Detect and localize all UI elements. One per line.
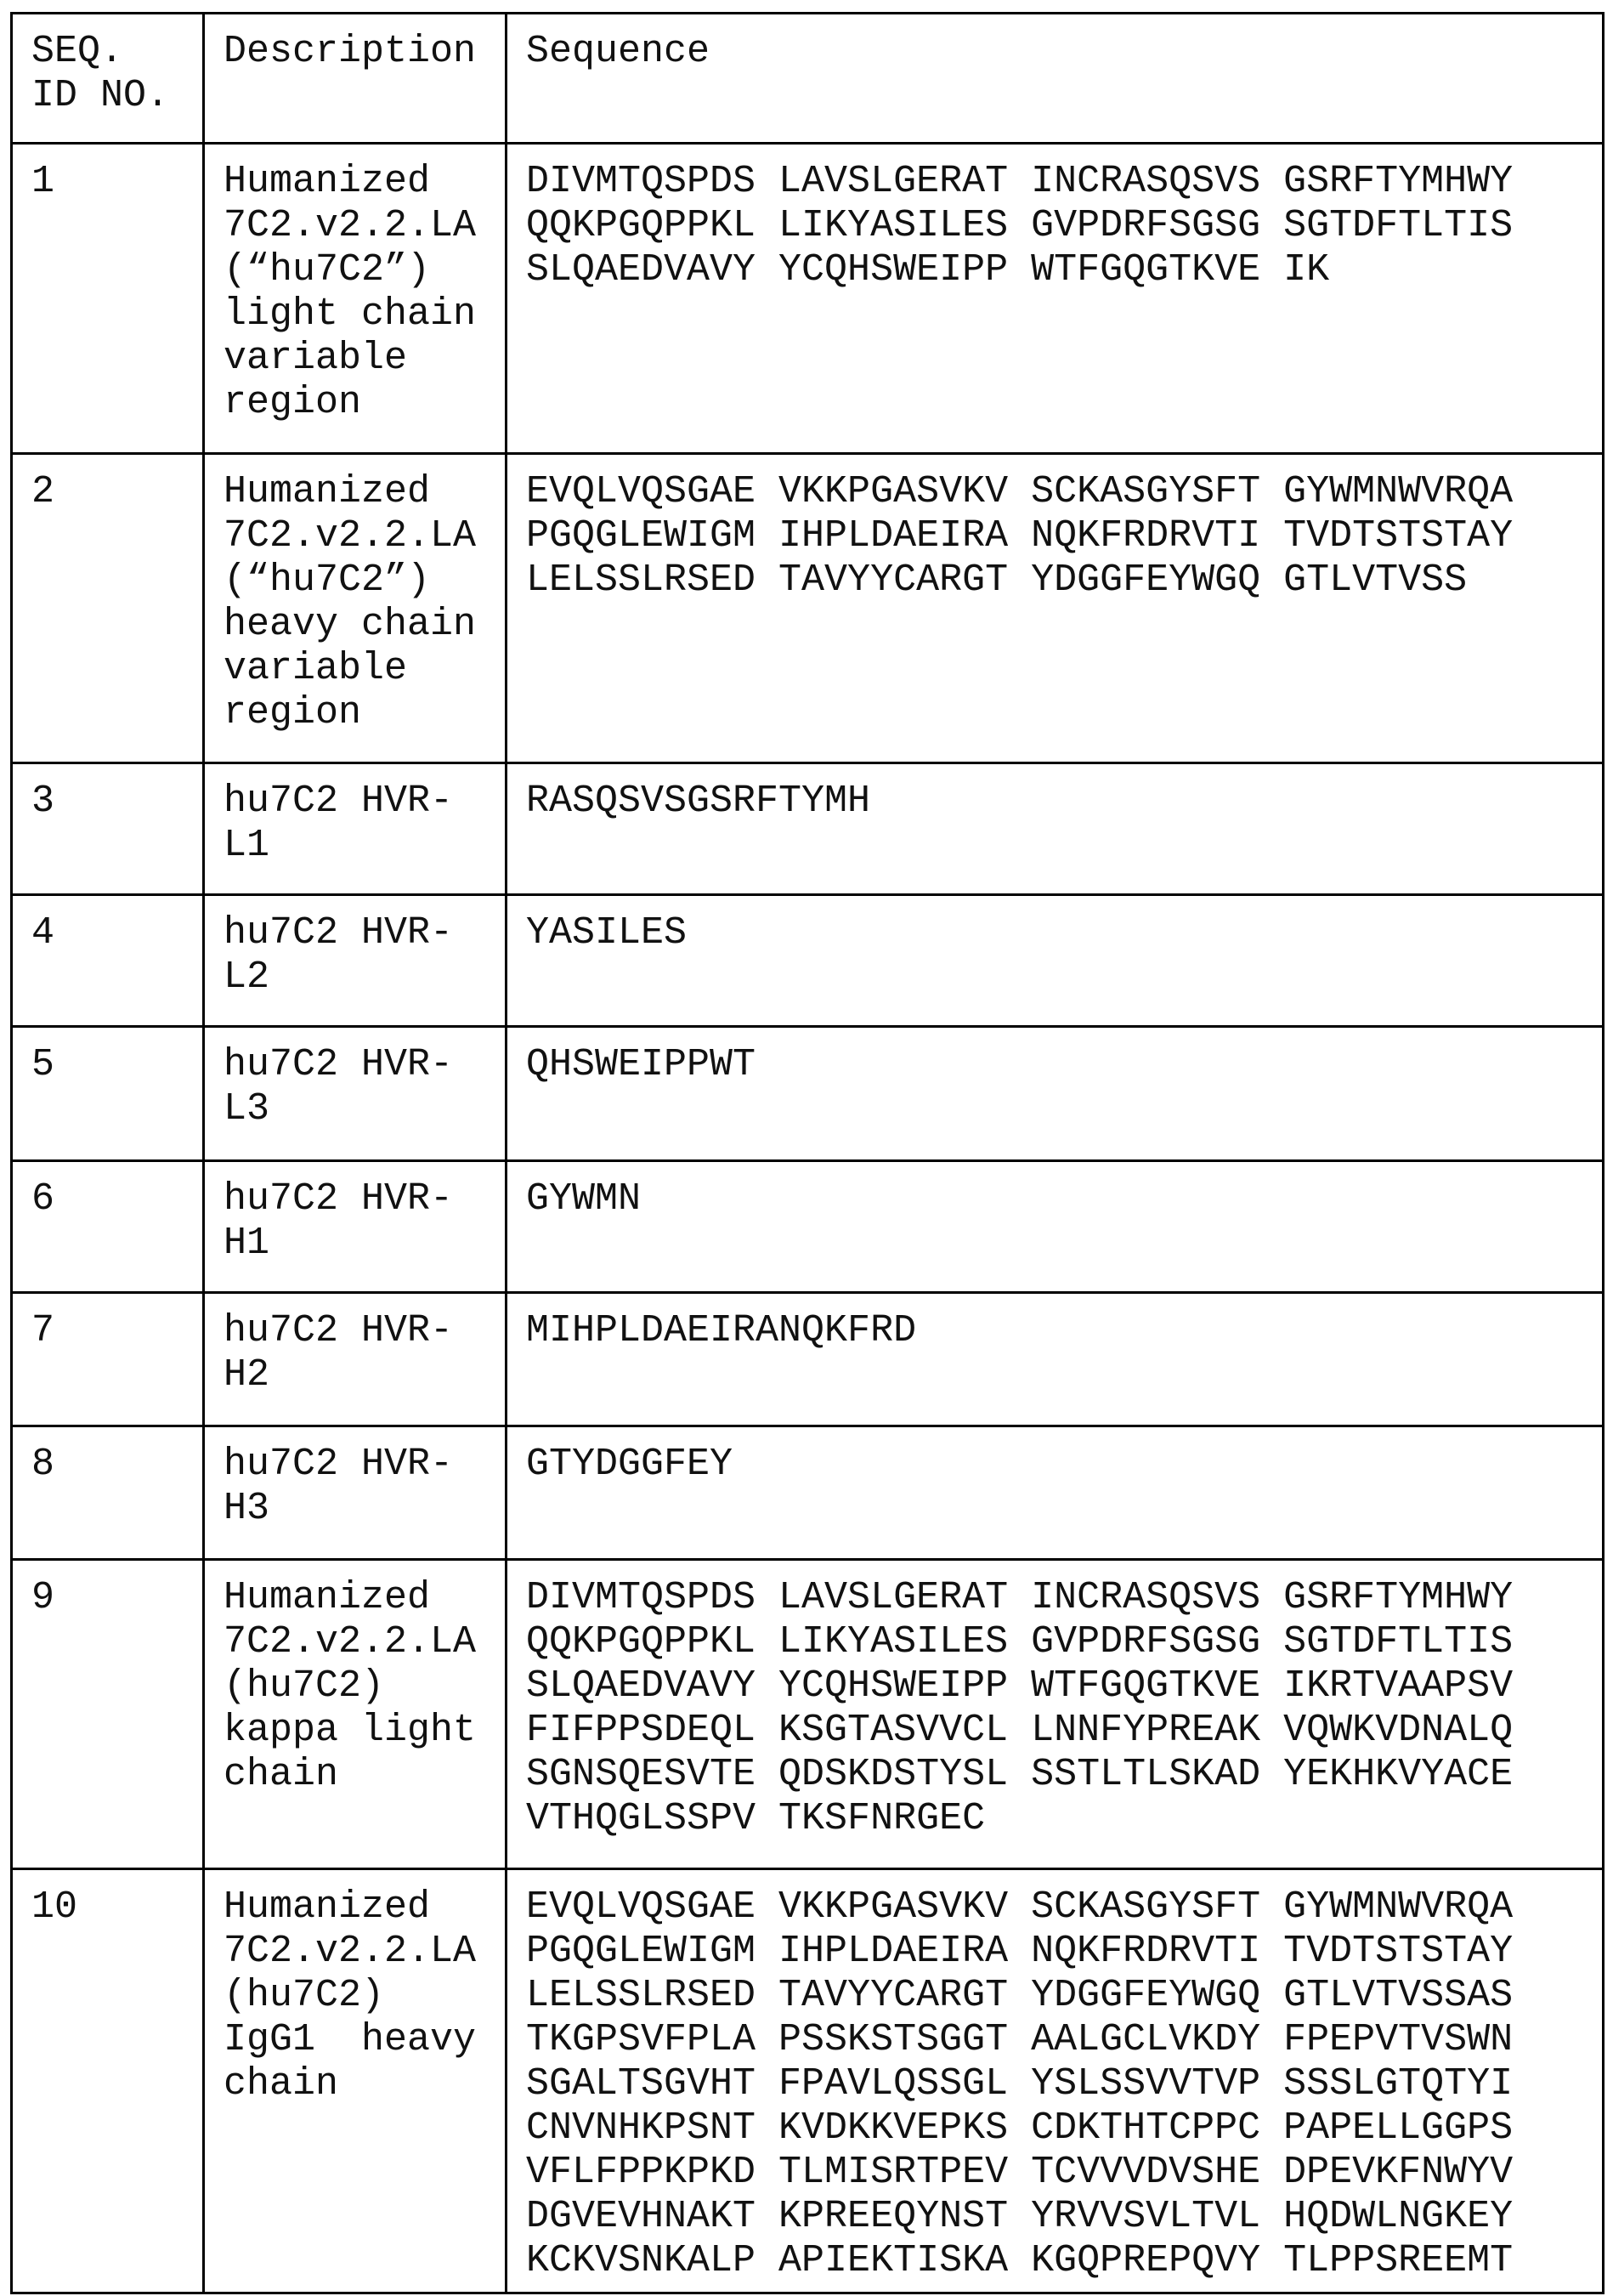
header-seq-id: SEQ. ID NO. (12, 14, 204, 144)
table-row (12, 763, 1604, 895)
table-row (12, 1293, 1604, 1426)
sequence-cell: EVQLVQSGAE VKKPGASVKV SCKASGYSFT GYWMNWVRQA PGQGLEWIGM IHPLDAEIRA NQKFRDRVTI TVDTSTSTAY LELSSLRSED TAVYYCARGT YDGGFEYWGQ GTLVTVSS (507, 454, 1604, 763)
header-description: Description (204, 14, 507, 144)
seq-id-cell: 6 (12, 1161, 204, 1293)
seq-id-cell: 7 (12, 1293, 204, 1426)
table-row (12, 454, 1604, 763)
seq-id-cell: 2 (12, 454, 204, 763)
seq-id-cell: 1 (12, 144, 204, 454)
sequence-table (10, 12, 1605, 2294)
description-cell: hu7C2 HVR- L2 (204, 895, 507, 1027)
seq-id-cell: 9 (12, 1560, 204, 1869)
table-row (12, 1869, 1604, 2293)
table-header-row (12, 14, 1604, 144)
description-cell: hu7C2 HVR- L3 (204, 1027, 507, 1161)
description-cell: hu7C2 HVR- H3 (204, 1426, 507, 1560)
table-row (12, 1027, 1604, 1161)
seq-id-cell: 5 (12, 1027, 204, 1161)
description-cell: hu7C2 HVR- H2 (204, 1293, 507, 1426)
description-cell: Humanized 7C2.v2.2.LA (hu7C2) kappa light chain (204, 1560, 507, 1869)
table-row (12, 1161, 1604, 1293)
sequence-cell: DIVMTQSPDS LAVSLGERAT INCRASQSVS GSRFTYMHWY QQKPGQPPKL LIKYASILES GVPDRFSGSG SGTDFTLTIS SLQAEDVAVY YCQHSWEIPP WTFGQGTKVE IK (507, 144, 1604, 454)
seq-id-cell: 3 (12, 763, 204, 895)
description-cell: Humanized 7C2.v2.2.LA (“hu7C2”) heavy chain variable region (204, 454, 507, 763)
sequence-cell: EVQLVQSGAE VKKPGASVKV SCKASGYSFT GYWMNWVRQA PGQGLEWIGM IHPLDAEIRA NQKFRDRVTI TVDTSTSTAY LELSSLRSED TAVYYCARGT YDGGFEYWGQ GTLVTVSSAS TKGPSVFPLA PSSKSTSGGT AALGCLVKDY FPEPVTVSWN SGALTSGVHT FPAVLQSSGL YSLSSVVTVP SSSLGTQTYI CNVNHKPSNT KVDKKVEPKS CDKTHTCPPC PAPELLGGPS VFLFPPKPKD TLMISRTPEV TCVVVDVSHE DPEVKFNWYV DGVEVHNAKT KPREEQYNST YRVVSVLTVL HQDWLNGKEY KCKVSNKALP APIEKTISKA KGQPREPQVY TLPPSREEMT (507, 1869, 1604, 2293)
header-sequence: Sequence (507, 14, 1604, 144)
sequence-cell: DIVMTQSPDS LAVSLGERAT INCRASQSVS GSRFTYMHWY QQKPGQPPKL LIKYASILES GVPDRFSGSG SGTDFTLTIS SLQAEDVAVY YCQHSWEIPP WTFGQGTKVE IKRTVAAPSV FIFPPSDEQL KSGTASVVCL LNNFYPREAK VQWKVDNALQ SGNSQESVTE QDSKDSTYSL SSTLTLSKAD YEKHKVYACE VTHQGLSSPV TKSFNRGEC (507, 1560, 1604, 1869)
sequence-cell: YASILES (507, 895, 1604, 1027)
seq-id-cell: 8 (12, 1426, 204, 1560)
description-cell: hu7C2 HVR- H1 (204, 1161, 507, 1293)
seq-id-cell: 4 (12, 895, 204, 1027)
sequence-cell: MIHPLDAEIRANQKFRD (507, 1293, 1604, 1426)
table-row (12, 1426, 1604, 1560)
description-cell: Humanized 7C2.v2.2.LA (hu7C2) IgG1 heavy chain (204, 1869, 507, 2293)
table-row (12, 1560, 1604, 1869)
table-row (12, 144, 1604, 454)
sequence-cell: RASQSVSGSRFTYMH (507, 763, 1604, 895)
description-cell: Humanized 7C2.v2.2.LA (“hu7C2”) light chain variable region (204, 144, 507, 454)
table-row (12, 895, 1604, 1027)
sequence-cell: QHSWEIPPWT (507, 1027, 1604, 1161)
description-cell: hu7C2 HVR- L1 (204, 763, 507, 895)
sequence-cell: GTYDGGFEY (507, 1426, 1604, 1560)
seq-id-cell: 10 (12, 1869, 204, 2293)
sequence-cell: GYWMN (507, 1161, 1604, 1293)
